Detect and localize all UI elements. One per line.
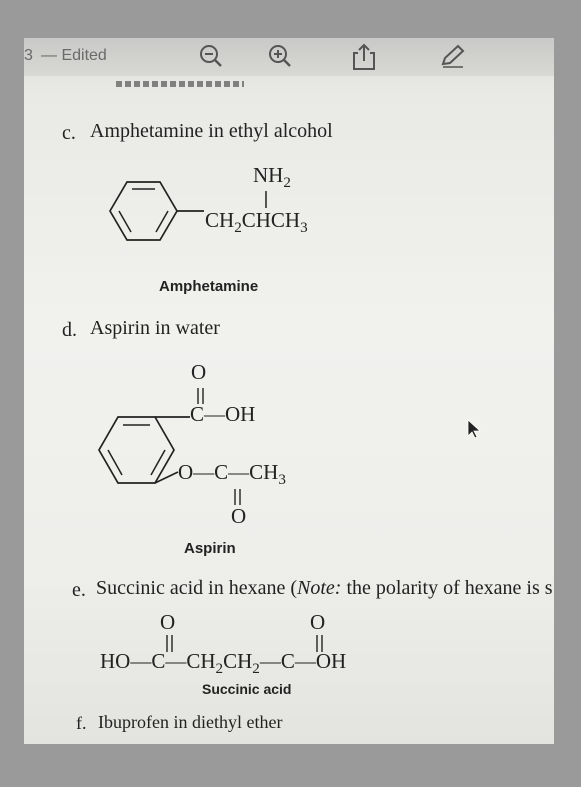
succinic-label: Succinic acid bbox=[202, 681, 292, 697]
aspirin-cooh: C—OH bbox=[190, 402, 256, 426]
item-f-text: Ibuprofen in diethyl ether bbox=[98, 712, 283, 732]
item-f-letter: f. bbox=[76, 713, 87, 733]
item-d-text: Aspirin in water bbox=[90, 317, 220, 339]
amphetamine-label: Amphetamine bbox=[159, 278, 259, 295]
succinic-formula: $HO—C—CH_2CH_2—C—OH$ bbox=[100, 649, 347, 678]
edited-label: — Edited bbox=[41, 47, 107, 64]
amphetamine-chain: $CH_2CHCH_3$ bbox=[205, 208, 308, 237]
page-photo bbox=[24, 38, 554, 744]
aspirin-o-top: O bbox=[191, 360, 207, 384]
item-d-letter: d. bbox=[62, 319, 77, 341]
item-e-letter: e. bbox=[72, 579, 86, 601]
succinic-o-left: O bbox=[160, 610, 176, 634]
page-number-fragment: 3 bbox=[24, 47, 33, 64]
aspirin-ester: $O—C—CH_3$ bbox=[178, 460, 286, 489]
aspirin-label: Aspirin bbox=[184, 540, 236, 557]
item-e-text: Succinic acid in hexane (Note: the polarity of hexane is s bbox=[96, 577, 553, 599]
item-c-text: Amphetamine in ethyl alcohol bbox=[90, 120, 333, 142]
mouse-pointer-icon bbox=[466, 418, 482, 445]
amphetamine-nh2: $NH_2$ bbox=[253, 163, 291, 192]
succinic-o-right: O bbox=[310, 610, 326, 634]
item-c-letter: c. bbox=[62, 122, 76, 144]
aspirin-o-bottom: O bbox=[231, 504, 247, 528]
structure-bonds bbox=[24, 38, 554, 744]
